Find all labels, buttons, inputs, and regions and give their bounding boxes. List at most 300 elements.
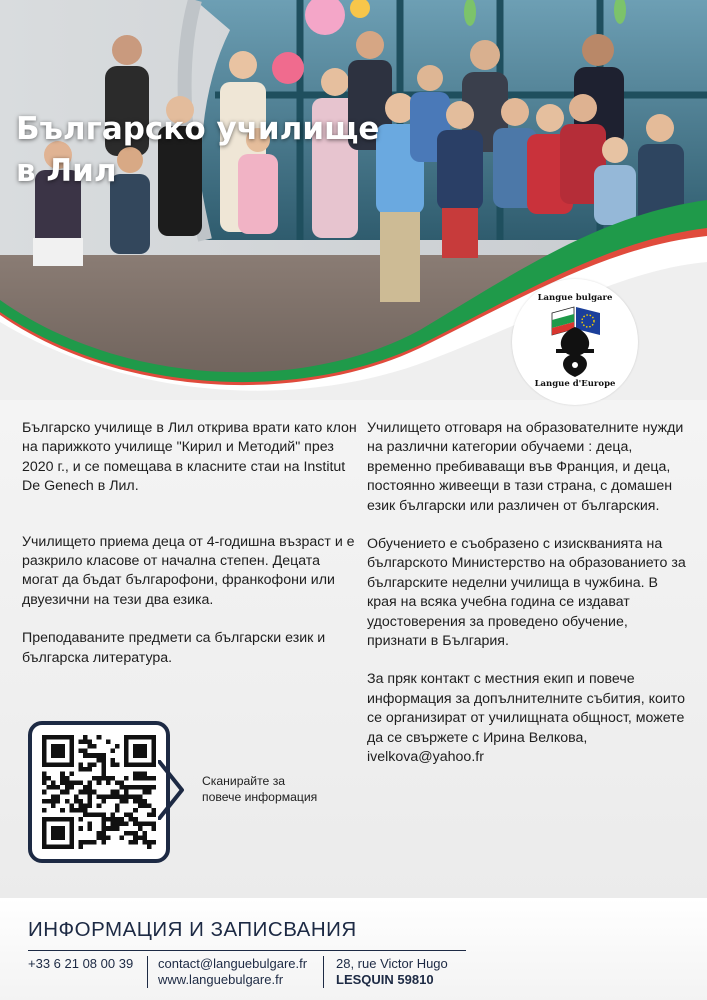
qr-module <box>88 803 93 808</box>
qr-module <box>51 785 56 790</box>
qr-module <box>138 744 143 749</box>
qr-module <box>83 767 88 772</box>
qr-module <box>120 781 125 786</box>
qr-module <box>101 813 106 818</box>
qr-module <box>88 826 93 831</box>
qr-module <box>78 790 83 795</box>
qr-module <box>142 776 147 781</box>
qr-module <box>151 735 156 740</box>
qr-module <box>42 817 47 822</box>
qr-module <box>124 753 129 758</box>
qr-module <box>129 831 134 836</box>
qr-module <box>88 822 93 827</box>
qr-module <box>78 767 83 772</box>
footer-website-link[interactable]: www.languebulgare.fr <box>158 972 284 987</box>
qr-module <box>106 740 111 745</box>
qr-module <box>42 840 47 845</box>
qr-module <box>151 808 156 813</box>
qr-module <box>60 762 65 767</box>
qr-module <box>42 758 47 763</box>
qr-module <box>110 826 115 831</box>
qr-caption <box>202 773 352 805</box>
right-column <box>367 419 687 787</box>
qr-module <box>78 740 83 745</box>
qr-module <box>83 790 88 795</box>
qr-module <box>124 776 129 781</box>
qr-module <box>92 776 97 781</box>
qr-module <box>151 758 156 763</box>
qr-module <box>151 776 156 781</box>
footer-city: LESQUIN 59810 <box>336 972 434 987</box>
qr-module <box>115 762 120 767</box>
qr-module <box>51 762 56 767</box>
qr-module <box>129 813 134 818</box>
qr-module <box>78 840 83 845</box>
qr-module <box>110 794 115 799</box>
qr-module <box>133 749 138 754</box>
qr-module <box>142 744 147 749</box>
qr-module <box>47 785 52 790</box>
qr-module <box>101 826 106 831</box>
qr-module <box>101 835 106 840</box>
qr-module <box>101 776 106 781</box>
footer-address <box>336 956 448 988</box>
qr-module <box>56 744 61 749</box>
qr-module <box>42 835 47 840</box>
qr-module <box>83 753 88 758</box>
qr-module <box>101 771 106 776</box>
qr-module <box>124 762 129 767</box>
qr-module <box>147 822 152 827</box>
qr-module <box>101 817 106 822</box>
qr-module <box>115 822 120 827</box>
qr-module <box>151 753 156 758</box>
qr-module <box>78 826 83 831</box>
qr-module <box>101 762 106 767</box>
qr-module <box>101 767 106 772</box>
qr-module <box>60 835 65 840</box>
qr-module <box>142 771 147 776</box>
qr-module <box>65 817 70 822</box>
qr-module <box>120 817 125 822</box>
qr-module <box>88 813 93 818</box>
qr-module <box>120 799 125 804</box>
qr-module <box>51 781 56 786</box>
qr-module <box>110 822 115 827</box>
qr-module <box>142 735 147 740</box>
qr-module <box>78 808 83 813</box>
qr-module <box>101 758 106 763</box>
qr-module <box>69 740 74 745</box>
qr-module <box>142 749 147 754</box>
qr-module <box>42 749 47 754</box>
qr-module <box>97 835 102 840</box>
qr-module <box>51 844 56 849</box>
qr-module <box>124 831 129 836</box>
qr-module <box>88 799 93 804</box>
qr-module <box>69 758 74 763</box>
qr-module <box>133 808 138 813</box>
qr-module <box>151 822 156 827</box>
logo-top-text: Langue bulgare <box>537 293 613 303</box>
qr-module <box>65 781 70 786</box>
qr-module <box>147 813 152 818</box>
qr-module <box>83 740 88 745</box>
qr-module <box>142 835 147 840</box>
qr-module <box>42 822 47 827</box>
footer-email-link[interactable]: contact@languebulgare.fr <box>158 956 308 971</box>
footer-divider <box>28 950 466 951</box>
qr-module <box>124 740 129 745</box>
qr-module <box>47 762 52 767</box>
qr-module <box>142 831 147 836</box>
qr-module <box>51 735 56 740</box>
qr-module <box>78 762 83 767</box>
qr-pointer-icon <box>158 760 188 820</box>
qr-module <box>124 749 129 754</box>
qr-module <box>124 790 129 795</box>
qr-module <box>51 753 56 758</box>
page-title <box>16 108 416 192</box>
qr-module <box>124 758 129 763</box>
left-paragraph-1: Българско училище в Лил открива врати като клон на парижкото училище "Кирил и Методий" през 2020 г., и се помещава в класните стаи на Institut De Genech в Лил. <box>22 420 357 495</box>
logo-bottom-text: Langue d'Europe <box>534 379 616 389</box>
qr-module <box>69 826 74 831</box>
qr-module <box>124 799 129 804</box>
qr-module <box>69 785 74 790</box>
left-column <box>22 419 358 687</box>
qr-module <box>133 735 138 740</box>
qr-module <box>42 776 47 781</box>
qr-module <box>101 799 106 804</box>
qr-module <box>92 753 97 758</box>
qr-module <box>106 835 111 840</box>
qr-module <box>138 822 143 827</box>
qr-module <box>115 790 120 795</box>
qr-module <box>97 753 102 758</box>
qr-module <box>101 753 106 758</box>
qr-module <box>147 785 152 790</box>
qr-module <box>69 735 74 740</box>
qr-module <box>142 840 147 845</box>
qr-module <box>56 844 61 849</box>
qr-module <box>83 813 88 818</box>
qr-module <box>147 776 152 781</box>
qr-module <box>56 817 61 822</box>
qr-module <box>151 749 156 754</box>
qr-module <box>60 749 65 754</box>
qr-module <box>69 822 74 827</box>
qr-module <box>97 776 102 781</box>
qr-module <box>88 762 93 767</box>
qr-module <box>101 831 106 836</box>
qr-module <box>151 744 156 749</box>
qr-module <box>69 781 74 786</box>
qr-module <box>65 790 70 795</box>
qr-module <box>74 808 79 813</box>
qr-module <box>42 781 47 786</box>
qr-module <box>124 822 129 827</box>
qr-module <box>133 771 138 776</box>
qr-module <box>51 835 56 840</box>
qr-module <box>151 840 156 845</box>
qr-module <box>110 758 115 763</box>
qr-module <box>151 740 156 745</box>
qr-module <box>78 799 83 804</box>
qr-module <box>124 813 129 818</box>
qr-module <box>110 813 115 818</box>
qr-module <box>78 844 83 849</box>
footer-phone[interactable]: +33 6 21 08 00 39 <box>28 956 134 971</box>
qr-module <box>42 790 47 795</box>
qr-module <box>133 799 138 804</box>
qr-module <box>97 758 102 763</box>
qr-module <box>56 794 61 799</box>
qr-module <box>56 835 61 840</box>
qr-module <box>97 735 102 740</box>
qr-module <box>115 803 120 808</box>
qr-module <box>56 831 61 836</box>
qr-module <box>74 781 79 786</box>
qr-module <box>138 749 143 754</box>
footer-separator <box>147 956 148 988</box>
qr-module <box>124 735 129 740</box>
qr-module <box>60 771 65 776</box>
qr-module <box>88 794 93 799</box>
qr-module <box>133 794 138 799</box>
qr-module <box>51 817 56 822</box>
qr-module <box>88 767 93 772</box>
left-paragraph-3: Преподаваните предмети са български език и българска литература. <box>22 630 326 666</box>
qr-module <box>142 753 147 758</box>
qr-module <box>69 844 74 849</box>
qr-module <box>65 799 70 804</box>
qr-module <box>147 803 152 808</box>
qr-module <box>42 771 47 776</box>
qr-module <box>138 776 143 781</box>
qr-module <box>92 744 97 749</box>
qr-module <box>129 817 134 822</box>
qr-module <box>120 794 125 799</box>
qr-module <box>47 776 52 781</box>
qr-module <box>83 749 88 754</box>
qr-module <box>88 790 93 795</box>
qr-module <box>133 835 138 840</box>
qr-module <box>60 776 65 781</box>
qr-module <box>129 735 134 740</box>
qr-module <box>151 826 156 831</box>
qr-module <box>42 844 47 849</box>
qr-module <box>88 781 93 786</box>
title-line-1: Българско училище <box>16 111 380 147</box>
qr-module <box>42 831 47 836</box>
qr-module <box>51 749 56 754</box>
qr-module <box>133 817 138 822</box>
qr-module <box>56 826 61 831</box>
qr-module <box>65 785 70 790</box>
qr-module <box>88 744 93 749</box>
qr-module <box>83 840 88 845</box>
qr-module <box>60 808 65 813</box>
qr-module <box>69 762 74 767</box>
qr-caption-line-2: повече информация <box>202 790 318 804</box>
qr-module <box>69 831 74 836</box>
qr-module <box>78 817 83 822</box>
qr-module <box>133 753 138 758</box>
footer-contact <box>158 956 307 988</box>
qr-module <box>106 817 111 822</box>
qr-module <box>133 762 138 767</box>
footer-separator <box>323 956 324 988</box>
qr-module <box>88 840 93 845</box>
qr-module <box>124 785 129 790</box>
qr-module <box>42 735 47 740</box>
qr-module <box>83 785 88 790</box>
qr-module <box>142 799 147 804</box>
qr-module <box>129 794 134 799</box>
qr-module <box>60 844 65 849</box>
qr-module <box>60 817 65 822</box>
qr-module <box>142 785 147 790</box>
qr-module <box>129 840 134 845</box>
qr-module <box>124 794 129 799</box>
qr-module <box>83 803 88 808</box>
qr-module <box>133 785 138 790</box>
qr-module <box>106 794 111 799</box>
qr-module <box>69 817 74 822</box>
qr-module <box>56 785 61 790</box>
qr-module <box>92 813 97 818</box>
qr-module <box>56 749 61 754</box>
qr-module <box>151 785 156 790</box>
qr-module <box>120 822 125 827</box>
right-paragraph-2: Обучението е съобразено с изискванията на българското Министерство на образованието за българските неделни училища в чужбина. В края на всяка учебна година се издават удостоверения за проведено обучение, признати в България. <box>367 536 686 650</box>
qr-module <box>69 749 74 754</box>
qr-module <box>42 808 47 813</box>
qr-module <box>110 817 115 822</box>
qr-module <box>56 762 61 767</box>
qr-module <box>47 799 52 804</box>
qr-module <box>147 840 152 845</box>
left-paragraph-2: Училището приема деца от 4-годишна възраст и е разкрило класове от начална степен. Децата могат да бъдат българофони, франкофони или двуезични на тези два езика. <box>22 533 355 608</box>
qr-module <box>97 781 102 786</box>
qr-module <box>69 753 74 758</box>
qr-module <box>138 799 143 804</box>
qr-module <box>51 826 56 831</box>
qr-module <box>78 803 83 808</box>
qr-module <box>120 835 125 840</box>
qr-module <box>47 817 52 822</box>
qr-code-icon[interactable] <box>42 735 156 849</box>
qr-module <box>47 735 52 740</box>
qr-module <box>110 749 115 754</box>
qr-module <box>69 771 74 776</box>
qr-module <box>106 826 111 831</box>
qr-module <box>138 826 143 831</box>
qr-module <box>97 813 102 818</box>
qr-module <box>115 808 120 813</box>
qr-module <box>101 822 106 827</box>
qr-module <box>142 803 147 808</box>
right-paragraph-3: За пряк контакт с местния екип и повече информация за допълнителните събития, които се организират от училищната общност, можете да се свържете с Ирина Велкова, ivelkova@yahoo.fr <box>367 671 686 766</box>
qr-module <box>88 753 93 758</box>
qr-module <box>133 831 138 836</box>
qr-module <box>115 744 120 749</box>
qr-module <box>60 753 65 758</box>
qr-module <box>78 781 83 786</box>
qr-module <box>151 762 156 767</box>
qr-module <box>147 762 152 767</box>
qr-caption-line-1: Сканирайте за <box>202 774 286 788</box>
qr-module <box>60 790 65 795</box>
qr-module <box>69 835 74 840</box>
qr-module <box>92 840 97 845</box>
qr-module <box>65 844 70 849</box>
qr-module <box>60 744 65 749</box>
qr-module <box>115 817 120 822</box>
qr-module <box>42 762 47 767</box>
qr-module <box>42 753 47 758</box>
qr-module <box>106 776 111 781</box>
qr-module <box>60 831 65 836</box>
qr-module <box>101 794 106 799</box>
langue-bulgare-logo <box>512 279 638 405</box>
qr-module <box>142 762 147 767</box>
qr-module <box>56 753 61 758</box>
qr-module <box>65 776 70 781</box>
qr-module <box>74 794 79 799</box>
qr-module <box>138 835 143 840</box>
title-line-2: в Лил <box>16 153 117 189</box>
qr-module <box>97 831 102 836</box>
qr-module <box>42 740 47 745</box>
qr-module <box>69 840 74 845</box>
footer <box>0 898 707 1000</box>
qr-module <box>78 749 83 754</box>
qr-module <box>115 794 120 799</box>
qr-module <box>110 790 115 795</box>
qr-module <box>138 803 143 808</box>
qr-module <box>138 762 143 767</box>
qr-module <box>129 762 134 767</box>
qr-module <box>124 744 129 749</box>
qr-module <box>88 785 93 790</box>
qr-module <box>42 799 47 804</box>
qr-module <box>115 826 120 831</box>
qr-module <box>110 776 115 781</box>
qr-module <box>138 735 143 740</box>
qr-module <box>88 740 93 745</box>
qr-module <box>51 794 56 799</box>
qr-module <box>47 844 52 849</box>
qr-module <box>147 790 152 795</box>
qr-module <box>106 781 111 786</box>
qr-module <box>51 803 56 808</box>
qr-module <box>133 822 138 827</box>
qr-module <box>65 762 70 767</box>
qr-module <box>56 799 61 804</box>
qr-module <box>60 735 65 740</box>
qr-module <box>83 808 88 813</box>
qr-module <box>133 776 138 781</box>
qr-module <box>147 735 152 740</box>
qr-module <box>51 799 56 804</box>
qr-module <box>51 744 56 749</box>
qr-module <box>138 785 143 790</box>
qr-module <box>42 826 47 831</box>
qr-code-frame[interactable] <box>28 721 170 863</box>
qr-module <box>56 735 61 740</box>
